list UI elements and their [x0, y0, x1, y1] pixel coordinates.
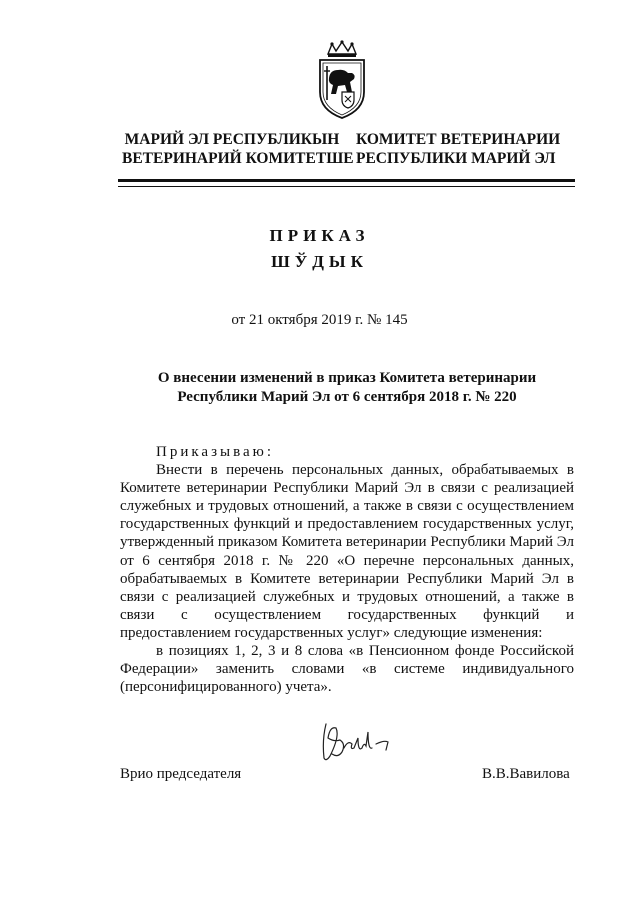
issuer-name-mari [122, 130, 354, 168]
document-subject-line2: Республики Марий Эл от 6 сентября 2018 г. № 220 [177, 389, 517, 405]
header-divider-thin [118, 186, 575, 187]
body-paragraph-1: Внести в перечень персональных данных, обрабатываемых в Комитете ветеринарии Республики Марий Эл в связи с реализацией служебных и трудовых отношений, а также в связи с осуществлением государственных функций и предоставлением государственных услуг, утвержденный приказом Комитета ветеринарии Республики Марий Эл от 6 сентября 2018 г. № 220 «О перечне персональных данных, обрабатываемых в Комитете ветеринарии Республики Марий Эл в связи с реализацией служебных и трудовых отношений, а также в связи с осуществлением государственных функций и предоставлением государственных услуг» следующие изменения: [120, 462, 574, 641]
document-date-number: от 21 октября 2019 г. № 145 [231, 312, 408, 328]
issuer-name-russian-line2: РЕСПУБЛИКИ МАРИЙ ЭЛ [356, 150, 556, 167]
issuer-name-russian [356, 130, 576, 168]
signatory-name: В.В.Вавилова [482, 766, 570, 782]
issuer-name-mari-line1: МАРИЙ ЭЛ РЕСПУБЛИКЫН [124, 131, 340, 148]
document-subject [120, 369, 574, 407]
document-title-russian: ПРИКАЗ [269, 226, 370, 245]
handwritten-signature [318, 718, 398, 764]
order-word: Приказываю: [156, 444, 274, 460]
header-divider-thick [118, 179, 575, 182]
document-title-mari: ШЎДЫК [271, 252, 368, 271]
issuer-name-russian-line1: КОМИТЕТ ВЕТЕРИНАРИИ [356, 131, 561, 148]
document-subject-line1: О внесении изменений в приказ Комитета ветеринарии [157, 370, 537, 386]
signatory-position: Врио председателя [120, 766, 242, 782]
issuer-name-mari-line2: ВЕТЕРИНАРИЙ КОМИТЕТШЕ [122, 150, 354, 167]
document-body [120, 443, 574, 696]
coat-of-arms-icon [314, 40, 370, 120]
body-paragraph-2: в позициях 1, 2, 3 и 8 слова «в Пенсионном фонде Российской Федерации» заменить словами «в системе индивидуального (персонифицированного) учета». [120, 643, 574, 696]
